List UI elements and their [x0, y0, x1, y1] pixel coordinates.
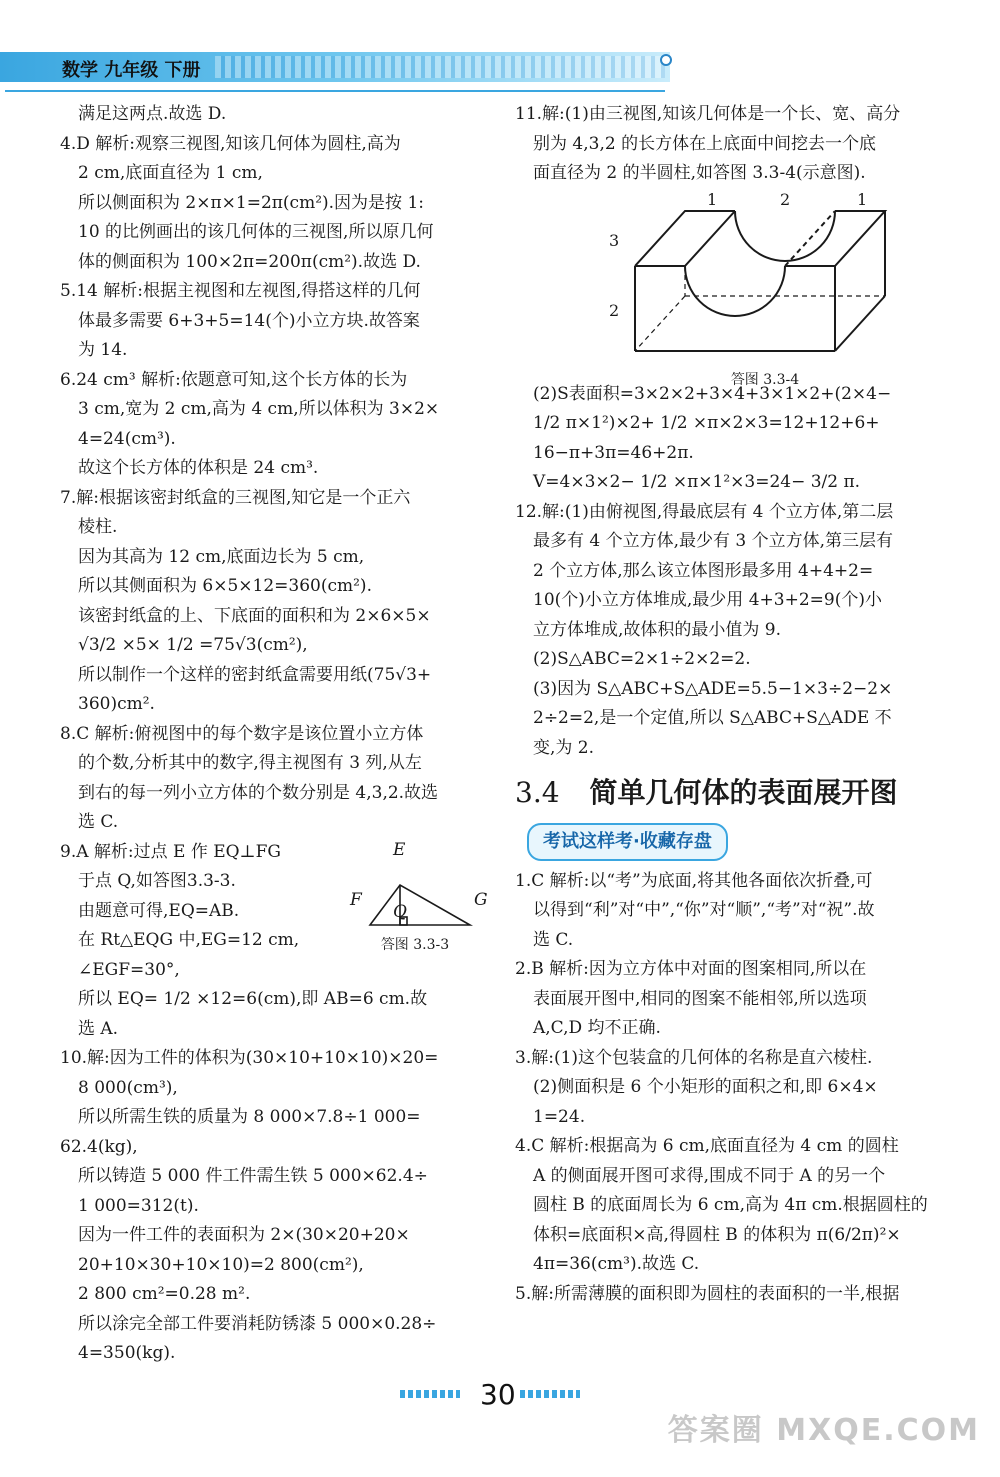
tri-label-f: F: [350, 890, 362, 910]
text-line: 5.解:所需薄膜的面积即为圆柱的表面积的一半,根据: [515, 1283, 900, 1304]
text-line: 2 800 cm²=0.28 m².: [78, 1284, 251, 1304]
text-line: 4=24(cm³).: [78, 428, 176, 449]
solid-diagram: [595, 191, 935, 356]
text-line: (2)S△ABC=2×1÷2×2=2.: [533, 649, 751, 669]
page-header-title: 数学 九年级 下册: [62, 60, 201, 81]
fig-label-top-mid: 2: [780, 190, 791, 209]
text-line: 圆柱 B 的底面周长为 6 cm,高为 4π cm.根据圆柱的: [533, 1195, 928, 1215]
text-line: 所以 EQ= 1/2 ×12=6(cm),即 AB=6 cm.故: [78, 989, 428, 1009]
text-line: 2.B 解析:因为立方体中对面的图案相同,所以在: [515, 959, 867, 979]
fig-label-top-right: 1: [857, 190, 868, 209]
text-line: 4π=36(cm³).故选 C.: [533, 1254, 700, 1274]
text-line: 体最多需要 6+3+5=14(个)小立方块.故答案: [78, 310, 420, 331]
text-line: 2 个立方体,那么该立体图形最多用 4+4+2=: [533, 560, 874, 581]
text-line: 别为 4,3,2 的长方体在上底面中间挖去一个底: [533, 133, 877, 154]
text-line: 3.解:(1)这个包装盒的几何体的名称是直六棱柱.: [515, 1047, 873, 1068]
section-title: 简单几何体的表面展开图: [589, 776, 898, 809]
fig-label-left-lower: 2: [609, 300, 620, 320]
text-line: 体的侧面积为 100×2π=200π(cm²).故选 D.: [78, 251, 421, 272]
fig-label-left-upper: 3: [609, 230, 620, 250]
text-line: (2)S表面积=3×2×2+3×4+3×1×2+(2×4−: [533, 383, 892, 404]
text-line: 1/2 π×1²)×2+ 1/2 ×π×2×3=12+12+6+: [533, 413, 880, 433]
page-number-deco-right: [520, 1390, 580, 1398]
text-line: A 的侧面展开图可求得,围成不同于 A 的另一个: [533, 1165, 886, 1186]
text-line: 因为一件工件的表面积为 2×(30×20+20×: [78, 1225, 410, 1245]
text-line: 在 Rt△EQG 中,EG=12 cm,: [78, 930, 300, 950]
tri-label-e: E: [393, 840, 406, 860]
text-line: 故这个长方体的体积是 24 cm³.: [78, 458, 319, 478]
text-line: 由题意可得,EQ=AB.: [78, 900, 240, 921]
text-line: 8 000(cm³),: [78, 1077, 178, 1098]
text-line: 9.A 解析:过点 E 作 EQ⊥FG: [60, 841, 281, 862]
text-line: 以得到“利”对“中”,“你”对“顺”,“考”对“祝”.故: [533, 900, 875, 920]
text-line: √3/2 ×5× 1/2 =75√3(cm²),: [78, 635, 308, 655]
figure-3-3-4: [595, 190, 935, 388]
header-dot-icon: [660, 54, 672, 66]
text-line: 体积=底面积×高,得圆柱 B 的体积为 π(6/2π)²×: [533, 1224, 901, 1245]
text-line: 5.14 解析:根据主视图和左视图,得搭这样的几何: [60, 281, 421, 301]
text-line: V=4×3×2− 1/2 ×π×1²×3=24− 3/2 π.: [533, 472, 861, 492]
text-line: 2÷2=2,是一个定值,所以 S△ABC+S△ADE 不: [533, 708, 892, 728]
text-line: 面直径为 2 的半圆柱,如答图 3.3-4(示意图).: [533, 163, 866, 183]
text-line: 所以所需生铁的质量为 8 000×7.8÷1 000=: [78, 1107, 421, 1127]
text-line: 1 000=312(t).: [78, 1195, 199, 1216]
text-line: 4.C 解析:根据高为 6 cm,底面直径为 4 cm 的圆柱: [515, 1136, 899, 1156]
text-line: 11.解:(1)由三视图,知该几何体是一个长、宽、高分: [515, 104, 901, 124]
text-line: 所以铸造 5 000 件工件需生铁 5 000×62.4÷: [78, 1166, 428, 1186]
text-line: 4=350(kg).: [78, 1343, 176, 1363]
header-pattern: [215, 56, 665, 78]
figure-caption-333: 答图 3.3-3: [380, 937, 450, 953]
text-line: 立方体堆成,故体积的最小值为 9.: [533, 619, 782, 640]
text-line: 棱柱.: [78, 517, 118, 537]
section-heading: [515, 773, 950, 813]
text-line: 满足这两点.故选 D.: [78, 104, 227, 124]
watermark: 答案圈 MXQE.COM: [667, 1413, 980, 1448]
text-line: 4.D 解析:观察三视图,知该几何体为圆柱,高为: [60, 133, 401, 154]
text-line: 10(个)小立方体堆成,最少用 4+3+2=9(个)小: [533, 590, 882, 610]
text-line: 8.C 解析:俯视图中的每个数字是该位置小立方体: [60, 723, 424, 744]
text-line: 所以侧面积为 2×π×1=2π(cm²).因为是按 1:: [78, 192, 425, 213]
page-number: 30: [480, 1378, 516, 1411]
text-line: ∠EGF=30°,: [78, 959, 180, 980]
text-line: 所以制作一个这样的密封纸盒需要用纸(75√3+: [78, 664, 432, 685]
right-column: [515, 100, 950, 1309]
section-badge: 考试这样考·收藏存盘: [527, 823, 728, 861]
text-line: 3 cm,宽为 2 cm,高为 4 cm,所以体积为 3×2×: [78, 399, 440, 419]
text-line: 12.解:(1)由俯视图,得最底层有 4 个立方体,第二层: [515, 501, 894, 522]
text-line: 该密封纸盒的上、下底面的面积和为 2×6×5×: [78, 605, 431, 626]
text-line: 选 C.: [533, 929, 574, 950]
text-line: 于点 Q,如答图3.3-3.: [78, 871, 236, 891]
page-number-deco-left: [400, 1390, 460, 1398]
text-line: 2 cm,底面直径为 1 cm,: [78, 163, 263, 183]
text-line: A,C,D 均不正确.: [533, 1018, 661, 1038]
text-line: (2)侧面积是 6 个小矩形的面积之和,即 6×4×: [533, 1077, 878, 1097]
text-line: 选 C.: [78, 812, 119, 832]
header-divider: [5, 90, 665, 92]
text-line: 所以其侧面积为 6×5×12=360(cm²).: [78, 576, 372, 596]
text-line: 20+10×30+10×10)=2 800(cm²),: [78, 1254, 364, 1275]
text-line: 为 14.: [78, 340, 128, 360]
figure-caption: 答图 3.3-4: [730, 372, 800, 388]
text-line: 变,为 2.: [533, 737, 595, 758]
text-line: 1=24.: [533, 1106, 586, 1127]
text-line: 到右的每一列小立方体的个数分别是 4,3,2.故选: [78, 782, 439, 803]
text-line: 16−π+3π=46+2π.: [533, 442, 694, 463]
text-line: 6.24 cm³ 解析:依题意可知,这个长方体的长为: [60, 369, 408, 390]
fig-label-top-left: 1: [707, 190, 718, 209]
text-line: 7.解:根据该密封纸盒的三视图,知它是一个正六: [60, 487, 411, 508]
text-line: 360)cm².: [78, 694, 155, 714]
text-line: 所以涂完全部工件要消耗防锈漆 5 000×0.28÷: [78, 1313, 437, 1334]
text-line: 选 A.: [78, 1018, 119, 1039]
text-line: 10.解:因为工件的体积为(30×10+10×10)×20=: [60, 1048, 439, 1068]
text-line: 因为其高为 12 cm,底面边长为 5 cm,: [78, 546, 365, 567]
tri-label-g: G: [474, 890, 488, 910]
text-line: 10 的比例画出的该几何体的三视图,所以原几何: [78, 222, 434, 242]
text-line: (3)因为 S△ABC+S△ADE=5.5−1×3÷2−2×: [533, 678, 893, 699]
text-line: 1.C 解析:以“考”为底面,将其他各面依次折叠,可: [515, 870, 873, 891]
left-column: [60, 100, 500, 1369]
tri-label-q: Q: [393, 902, 407, 922]
text-line: 的个数,分析其中的数字,得主视图有 3 列,从左: [78, 753, 422, 773]
section-number: 3.4: [515, 776, 560, 809]
text-line: 表面展开图中,相同的图案不能相邻,所以选项: [533, 988, 867, 1009]
text-line: 62.4(kg),: [60, 1136, 138, 1157]
text-line: 最多有 4 个立方体,最少有 3 个立方体,第三层有: [533, 531, 894, 551]
